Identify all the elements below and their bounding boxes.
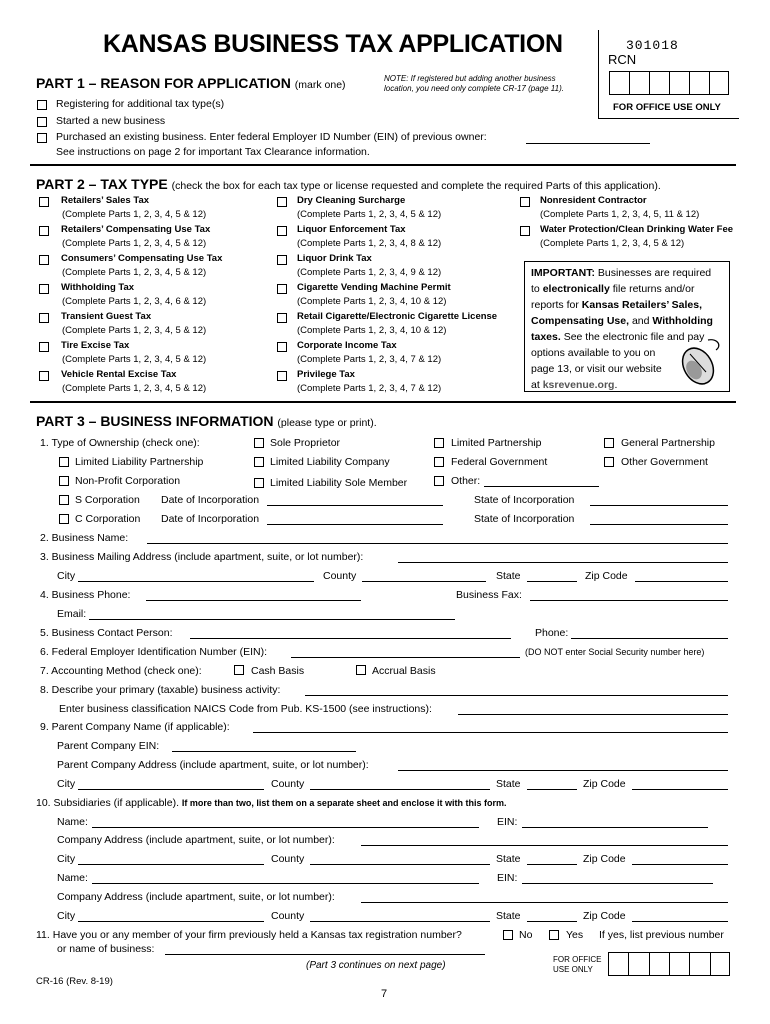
q11-no-checkbox[interactable] bbox=[503, 930, 513, 940]
tax-parts: (Complete Parts 1, 2, 3, 4, 5 & 12) bbox=[62, 325, 207, 336]
date-inc-label: Date of Incorporation bbox=[161, 513, 260, 525]
county-label: County bbox=[271, 853, 305, 865]
state-inc-label: State of Incorporation bbox=[474, 513, 575, 525]
sub2-city-field[interactable] bbox=[78, 921, 264, 922]
tax-liquor-drink-checkbox[interactable] bbox=[277, 255, 287, 265]
contact-phone-field[interactable] bbox=[571, 638, 728, 639]
ownership-sole-label: Sole Proprietor bbox=[270, 437, 341, 449]
tax-dry-cleaning-checkbox[interactable] bbox=[277, 197, 287, 207]
or-name-label: or name of business: bbox=[57, 943, 155, 955]
previous-number-field[interactable] bbox=[165, 954, 485, 955]
q8-label: 8. Describe your primary (taxable) business activity: bbox=[40, 684, 281, 696]
tax-name: Transient Guest Tax bbox=[61, 311, 152, 322]
sub-ein-label: EIN: bbox=[497, 816, 518, 828]
tax-name: Consumers’ Compensating Use Tax bbox=[61, 253, 223, 264]
page-number: 7 bbox=[381, 988, 388, 1000]
ownership-federal-label: Federal Government bbox=[451, 456, 548, 468]
sub1-zip-field[interactable] bbox=[632, 864, 728, 865]
tax-parts: (Complete Parts 1, 2, 3, 4, 5 & 12) bbox=[62, 238, 207, 249]
mailing-address-field[interactable] bbox=[398, 562, 728, 563]
company-addr-label: Company Address (include apartment, suite, or lot number): bbox=[57, 834, 335, 846]
tax-vehicle-rental-checkbox[interactable] bbox=[39, 371, 49, 381]
part-divider bbox=[30, 401, 736, 403]
reason-new-business-checkbox[interactable] bbox=[37, 117, 47, 127]
tax-nonresident-contractor-checkbox[interactable] bbox=[520, 197, 530, 207]
part2-title: PART 2 – TAX TYPE (check the box for each tax type or license requested and complete the required Parts of this application). bbox=[36, 176, 661, 192]
page-title: KANSAS BUSINESS TAX APPLICATION bbox=[103, 30, 563, 58]
parent-city-field[interactable] bbox=[78, 789, 264, 790]
form-revision: CR-16 (Rev. 8-19) bbox=[36, 976, 113, 987]
tax-name: Liquor Drink Tax bbox=[297, 253, 372, 264]
tax-name: Nonresident Contractor bbox=[540, 195, 647, 206]
business-activity-field[interactable] bbox=[305, 695, 728, 696]
ownership-llc-checkbox[interactable] bbox=[254, 457, 264, 467]
q9-label: 9. Parent Company Name (if applicable): bbox=[40, 721, 230, 733]
reason-new-business-label: Started a new business bbox=[56, 115, 166, 127]
tax-name: Privilege Tax bbox=[297, 369, 355, 380]
sub1-state-field[interactable] bbox=[527, 864, 577, 865]
sub2-county-field[interactable] bbox=[310, 921, 490, 922]
parent-state-field[interactable] bbox=[527, 789, 577, 790]
ownership-ccorp-checkbox[interactable] bbox=[59, 514, 69, 524]
county-field[interactable] bbox=[362, 581, 486, 582]
zip-label: Zip Code bbox=[583, 910, 626, 922]
website-link[interactable]: ksrevenue.org bbox=[542, 379, 615, 391]
tax-name: Liquor Enforcement Tax bbox=[297, 224, 406, 235]
parent-address-field[interactable] bbox=[398, 770, 728, 771]
business-name-field[interactable] bbox=[147, 543, 728, 544]
ownership-llp-checkbox[interactable] bbox=[59, 457, 69, 467]
tax-consumers-comp-use-checkbox[interactable] bbox=[39, 255, 49, 265]
sub1-ein-field[interactable] bbox=[522, 827, 708, 828]
business-fax-field[interactable] bbox=[530, 600, 728, 601]
q11-yes-checkbox[interactable] bbox=[549, 930, 559, 940]
parent-zip-field[interactable] bbox=[632, 789, 728, 790]
q1-label: 1. Type of Ownership (check one): bbox=[40, 437, 200, 449]
part3-title: PART 3 – BUSINESS INFORMATION (please type or print). bbox=[36, 413, 377, 429]
computer-mouse-icon bbox=[678, 336, 722, 386]
reason-purchased-label: Purchased an existing business. Enter federal Employer ID Number (EIN) of previous owner: bbox=[56, 131, 487, 143]
parent-addr-label: Parent Company Address (include apartment, suite, or lot number): bbox=[57, 759, 369, 771]
q6-label: 6. Federal Employer Identification Number (EIN): bbox=[40, 646, 268, 658]
q2-label: 2. Business Name: bbox=[40, 532, 129, 544]
part1-note-line1: NOTE: If registered but adding another business bbox=[384, 74, 556, 83]
zip-field[interactable] bbox=[635, 581, 728, 582]
zip-label: Zip Code bbox=[583, 853, 626, 865]
business-phone-field[interactable] bbox=[146, 600, 361, 601]
zip-label: Zip Code bbox=[583, 778, 626, 790]
tax-parts: (Complete Parts 1, 2, 3, 4, 9 & 12) bbox=[297, 267, 442, 278]
tax-parts: (Complete Parts 1, 2, 3, 4, 7 & 12) bbox=[297, 383, 442, 394]
tax-parts: (Complete Parts 1, 2, 3, 4, 5 & 12) bbox=[540, 238, 685, 249]
q3-label: 3. Business Mailing Address (include apartment, suite, or lot number): bbox=[40, 551, 364, 563]
q11-yes-label: Yes bbox=[566, 929, 584, 941]
ownership-gp-label: General Partnership bbox=[621, 437, 715, 449]
tax-name: Tire Excise Tax bbox=[61, 340, 130, 351]
tax-name: Retail Cigarette/Electronic Cigarette License bbox=[297, 311, 498, 322]
tax-name: Vehicle Rental Excise Tax bbox=[61, 369, 177, 380]
date-inc-label: Date of Incorporation bbox=[161, 494, 260, 506]
ownership-sole-checkbox[interactable] bbox=[254, 438, 264, 448]
q10-label: 10. Subsidiaries (if applicable). If more than two, list them on a separate sheet and enclose it with this form. bbox=[36, 797, 507, 809]
tax-parts: (Complete Parts 1, 2, 3, 4, 5 & 12) bbox=[62, 267, 207, 278]
tax-parts: (Complete Parts 1, 2, 3, 4, 5 & 12) bbox=[297, 209, 442, 220]
sub1-city-field[interactable] bbox=[78, 864, 264, 865]
state-inc-label: State of Incorporation bbox=[474, 494, 575, 506]
tax-privilege-checkbox[interactable] bbox=[277, 371, 287, 381]
city-field[interactable] bbox=[78, 581, 314, 582]
part-divider bbox=[30, 164, 736, 166]
sub2-state-field[interactable] bbox=[527, 921, 577, 922]
reason-additional-checkbox[interactable] bbox=[37, 100, 47, 110]
sub1-address-field[interactable] bbox=[361, 845, 728, 846]
tax-parts: (Complete Parts 1, 2, 3, 4, 7 & 12) bbox=[297, 354, 442, 365]
tax-name: Dry Cleaning Surcharge bbox=[297, 195, 406, 206]
sub2-address-field[interactable] bbox=[361, 902, 728, 903]
part1-note-line2: location, you need only complete CR-17 (page 11). bbox=[384, 84, 564, 93]
state-field[interactable] bbox=[527, 581, 577, 582]
ccorp-date-field[interactable] bbox=[267, 524, 443, 525]
tax-name: Water Protection/Clean Drinking Water Fee bbox=[540, 224, 734, 235]
tax-retailers-comp-use-checkbox[interactable] bbox=[39, 226, 49, 236]
sub2-name-field[interactable] bbox=[92, 883, 479, 884]
office-use-boxes[interactable] bbox=[608, 952, 730, 976]
sub2-ein-field[interactable] bbox=[522, 883, 713, 884]
form-code: 301018 bbox=[626, 38, 679, 53]
q11-label: 11. Have you or any member of your firm previously held a Kansas tax registration number? bbox=[36, 929, 462, 941]
tax-withholding-checkbox[interactable] bbox=[39, 284, 49, 294]
county-label: County bbox=[271, 778, 305, 790]
company-addr-label: Company Address (include apartment, suite, or lot number): bbox=[57, 891, 335, 903]
parent-ein-label: Parent Company EIN: bbox=[57, 740, 160, 752]
tax-parts: (Complete Parts 1, 2, 3, 4, 5 & 12) bbox=[62, 383, 207, 394]
tax-water-protection-checkbox[interactable] bbox=[520, 226, 530, 236]
ownership-other-gov-label: Other Government bbox=[621, 456, 708, 468]
office-use-label-2: FOR OFFICE bbox=[553, 955, 602, 964]
cash-basis-label: Cash Basis bbox=[251, 665, 305, 677]
q5-label: 5. Business Contact Person: bbox=[40, 627, 173, 639]
tax-name: Cigarette Vending Machine Permit bbox=[297, 282, 451, 293]
email-label: Email: bbox=[57, 608, 87, 620]
sub-name-label: Name: bbox=[57, 872, 88, 884]
city-label: City bbox=[57, 910, 76, 922]
office-use-label-3: USE ONLY bbox=[553, 965, 593, 974]
city-label: City bbox=[57, 778, 76, 790]
ownership-llp-label: Limited Liability Partnership bbox=[75, 456, 204, 468]
ownership-other-label: Other: bbox=[451, 475, 481, 487]
scorp-date-field[interactable] bbox=[267, 505, 443, 506]
ownership-lp-checkbox[interactable] bbox=[434, 438, 444, 448]
state-label: State bbox=[496, 570, 521, 582]
county-label: County bbox=[271, 910, 305, 922]
sub1-name-field[interactable] bbox=[92, 827, 479, 828]
tax-name: Withholding Tax bbox=[61, 282, 135, 293]
ownership-llsm-label: Limited Liability Sole Member bbox=[270, 477, 408, 489]
state-label: State bbox=[496, 910, 521, 922]
parent-ein-field[interactable] bbox=[172, 751, 356, 752]
part1-title: PART 1 – REASON FOR APPLICATION (mark one) bbox=[36, 75, 346, 91]
naics-label: Enter business classification NAICS Code from Pub. KS-1500 (see instructions): bbox=[59, 703, 432, 715]
q11-no-label: No bbox=[519, 929, 533, 941]
ownership-llsm-checkbox[interactable] bbox=[254, 478, 264, 488]
cash-basis-checkbox[interactable] bbox=[234, 665, 244, 675]
reason-additional-label: Registering for additional tax type(s) bbox=[56, 98, 225, 110]
ownership-nonprofit-checkbox[interactable] bbox=[59, 476, 69, 486]
tax-retailers-sales-checkbox[interactable] bbox=[39, 197, 49, 207]
ownership-nonprofit-label: Non-Profit Corporation bbox=[75, 475, 181, 487]
tax-name: Corporate Income Tax bbox=[297, 340, 397, 351]
see-instructions-text: See instructions on page 2 for important Tax Clearance information. bbox=[56, 146, 370, 158]
tax-parts: (Complete Parts 1, 2, 3, 4, 8 & 12) bbox=[297, 238, 442, 249]
city-label: City bbox=[57, 570, 76, 582]
phone-label: Phone: bbox=[535, 627, 569, 639]
rcn-label: RCN bbox=[608, 52, 637, 67]
tax-parts: (Complete Parts 1, 2, 3, 4, 10 & 12) bbox=[297, 325, 447, 336]
ownership-federal-checkbox[interactable] bbox=[434, 457, 444, 467]
q4-label: 4. Business Phone: bbox=[40, 589, 131, 601]
tax-retail-cigarette-checkbox[interactable] bbox=[277, 313, 287, 323]
ownership-gp-checkbox[interactable] bbox=[604, 438, 614, 448]
reason-purchased-checkbox[interactable] bbox=[37, 133, 47, 143]
accrual-basis-checkbox[interactable] bbox=[356, 665, 366, 675]
sub-ein-label: EIN: bbox=[497, 872, 518, 884]
tax-name: Retailers’ Compensating Use Tax bbox=[61, 224, 211, 235]
contact-person-field[interactable] bbox=[190, 638, 511, 639]
tax-cigarette-vending-checkbox[interactable] bbox=[277, 284, 287, 294]
city-label: City bbox=[57, 853, 76, 865]
q6-note: (DO NOT enter Social Security number here) bbox=[525, 647, 705, 657]
parent-county-field[interactable] bbox=[310, 789, 490, 790]
ownership-lp-label: Limited Partnership bbox=[451, 437, 542, 449]
important-notice-text: IMPORTANT: Businesses are required to electronically file returns and/or reports for Kansas Retailers’ Sales, Compensating Use, and Withholding taxes. See the electronic file and pay options available to you on page 13, or visit our website at ksrevenue.org. bbox=[531, 267, 713, 391]
accrual-basis-label: Accrual Basis bbox=[372, 665, 436, 677]
ownership-llc-label: Limited Liability Company bbox=[270, 456, 390, 468]
ccorp-state-field[interactable] bbox=[590, 524, 728, 525]
sub1-county-field[interactable] bbox=[310, 864, 490, 865]
tax-corporate-income-checkbox[interactable] bbox=[277, 342, 287, 352]
ownership-scorp-checkbox[interactable] bbox=[59, 495, 69, 505]
tax-name: Retailers’ Sales Tax bbox=[61, 195, 150, 206]
sub2-zip-field[interactable] bbox=[632, 921, 728, 922]
zip-label: Zip Code bbox=[585, 570, 628, 582]
sub-name-label: Name: bbox=[57, 816, 88, 828]
q7-label: 7. Accounting Method (check one): bbox=[40, 665, 202, 677]
tax-transient-guest-checkbox[interactable] bbox=[39, 313, 49, 323]
naics-field[interactable] bbox=[458, 714, 728, 715]
county-label: County bbox=[323, 570, 357, 582]
ownership-other-checkbox[interactable] bbox=[434, 476, 444, 486]
tax-parts: (Complete Parts 1, 2, 3, 4, 10 & 12) bbox=[297, 296, 447, 307]
q11-if-yes-label: If yes, list previous number bbox=[599, 929, 724, 941]
ownership-ccorp-label: C Corporation bbox=[75, 513, 141, 525]
tax-tire-excise-checkbox[interactable] bbox=[39, 342, 49, 352]
state-label: State bbox=[496, 853, 521, 865]
ownership-other-gov-checkbox[interactable] bbox=[604, 457, 614, 467]
email-field[interactable] bbox=[89, 619, 455, 620]
continues-note: (Part 3 continues on next page) bbox=[306, 960, 446, 971]
tax-parts: (Complete Parts 1, 2, 3, 4, 5 & 12) bbox=[62, 354, 207, 365]
office-use-label: FOR OFFICE USE ONLY bbox=[613, 102, 721, 113]
scorp-state-field[interactable] bbox=[590, 505, 728, 506]
ownership-scorp-label: S Corporation bbox=[75, 494, 140, 506]
fax-label: Business Fax: bbox=[456, 589, 522, 601]
tax-liquor-enforcement-checkbox[interactable] bbox=[277, 226, 287, 236]
parent-company-name-field[interactable] bbox=[253, 732, 728, 733]
tax-parts: (Complete Parts 1, 2, 3, 4, 5 & 12) bbox=[62, 209, 207, 220]
state-label: State bbox=[496, 778, 521, 790]
tax-parts: (Complete Parts 1, 2, 3, 4, 5, 11 & 12) bbox=[540, 209, 700, 220]
fein-field[interactable] bbox=[291, 657, 520, 658]
ownership-other-field[interactable] bbox=[484, 486, 599, 487]
tax-parts: (Complete Parts 1, 2, 3, 4, 6 & 12) bbox=[62, 296, 207, 307]
previous-owner-ein-field[interactable] bbox=[526, 143, 650, 144]
